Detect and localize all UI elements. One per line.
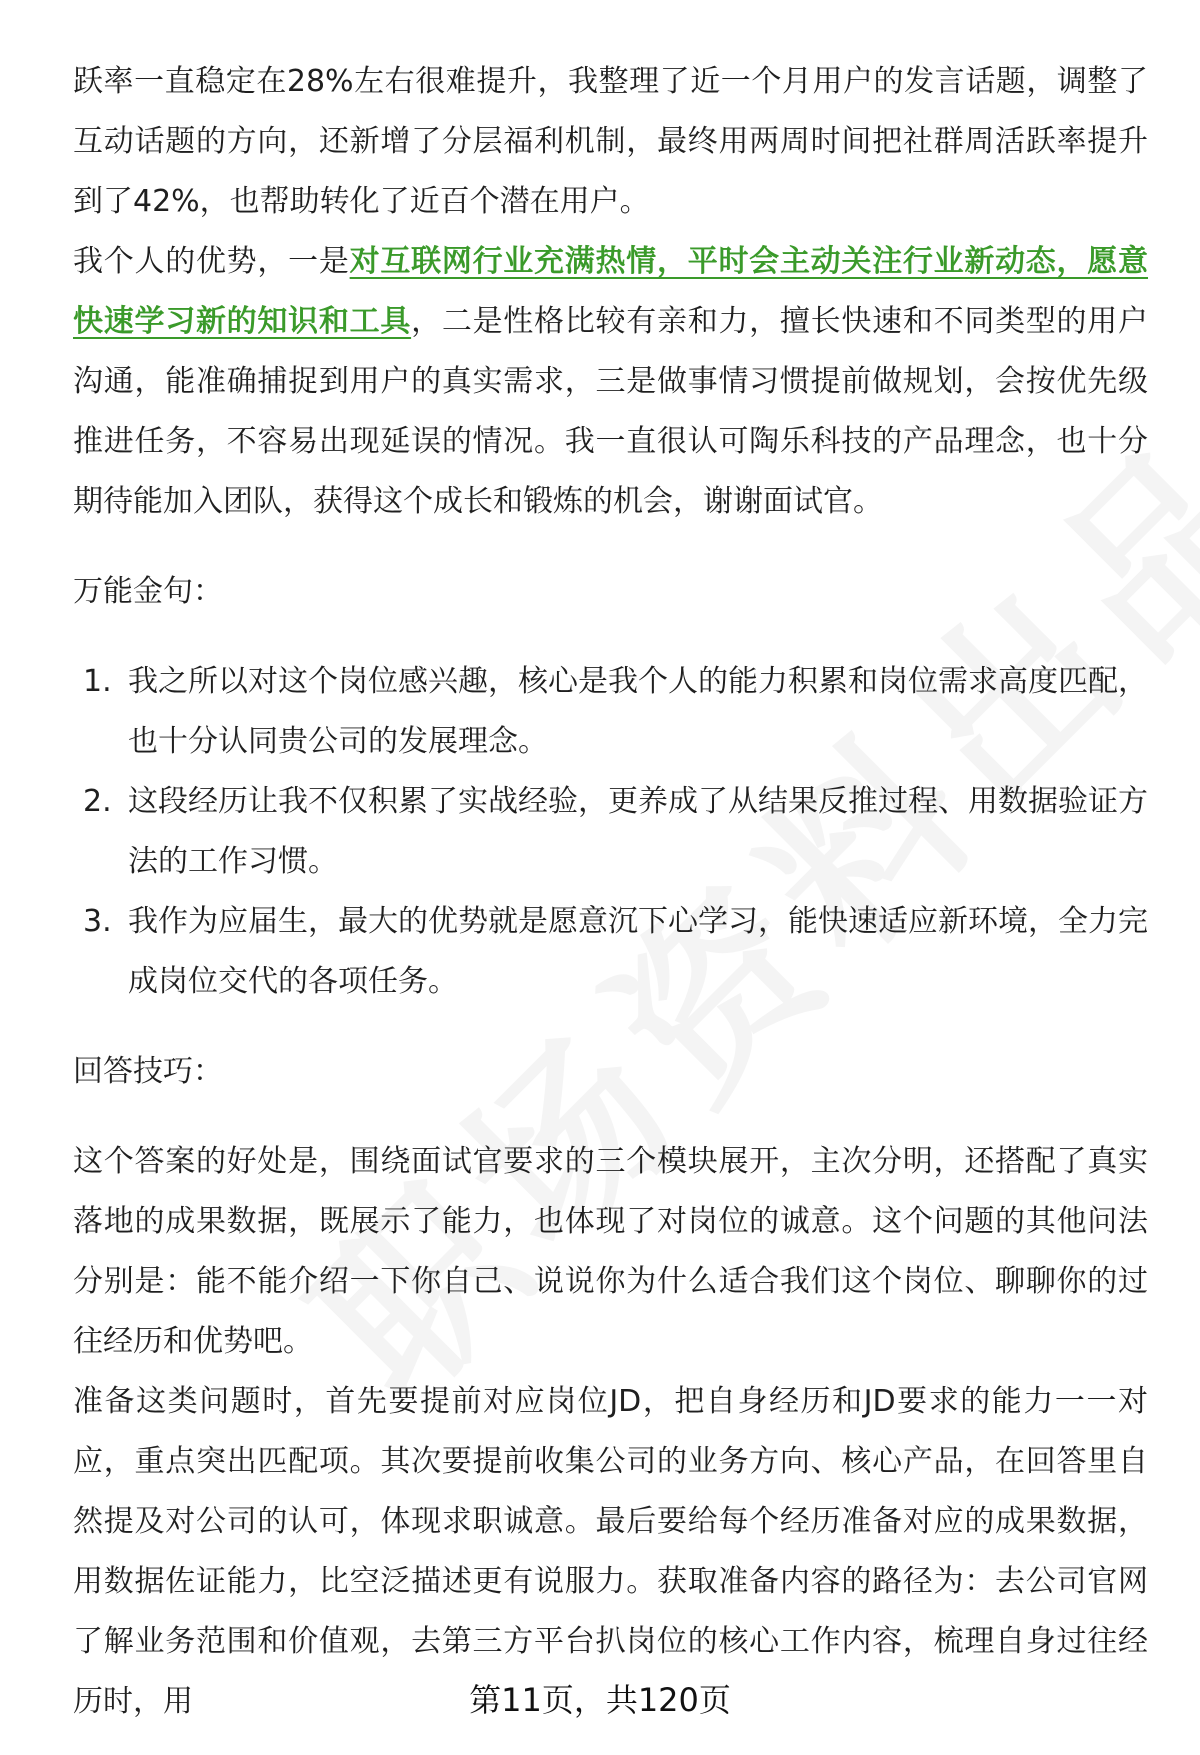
strengths-rest: ，二是性格比较有亲和力，擅长快速和不同类型的用户沟通，能准确捕捉到用户的真实需求，三是做事情习惯提前做规划，会按优先级推进任务，不容易出现延误的情况。我一直很认可陶乐科技的产品理念，也十分期待能加入团队，获得这个成长和锻炼的机会，谢谢面试官。: [73, 304, 1149, 519]
paragraph-strengths: [73, 232, 1148, 532]
list-item: [73, 652, 1148, 772]
list-item-text: 我之所以对这个岗位感兴趣，核心是我个人的能力积累和岗位需求高度匹配，也十分认同贵公司的发展理念。: [128, 664, 1148, 759]
section-heading-golden-sentences: 万能金句：: [73, 574, 223, 609]
page-number: 第11页，共120页: [469, 1681, 731, 1719]
section-heading-answer-tips: 回答技巧：: [73, 1054, 223, 1089]
list-item: [73, 892, 1148, 1012]
paragraph-tips-benefit: 这个答案的好处是，围绕面试官要求的三个模块展开，主次分明，还搭配了真实落地的成果数据，既展示了能力，也体现了对岗位的诚意。这个问题的其他问法分别是：能不能介绍一下你自己、说说你为什么适合我们这个岗位、聊聊你的过往经历和优势吧。: [73, 1144, 1148, 1359]
paragraph-result: 跃率一直稳定在28%左右很难提升，我整理了近一个月用户的发言话题，调整了互动话题的方向，还新增了分层福利机制，最终用两周时间把社群周活跃率提升到了42%，也帮助转化了近百个潜在用户。: [73, 64, 1148, 219]
list-item-text: 这段经历让我不仅积累了实战经验，更养成了从结果反推过程、用数据验证方法的工作习惯。: [128, 784, 1148, 879]
paragraph-tips-preparation: 准备这类问题时，首先要提前对应岗位JD，把自身经历和JD要求的能力一一对应，重点突出匹配项。其次要提前收集公司的业务方向、核心产品，在回答里自然提及对公司的认可，体现求职诚意。最后要给每个经历准备对应的成果数据，用数据佐证能力，比空泛描述更有说服力。获取准备内容的路径为：去公司官网了解业务范围和价值观，去第三方平台扒岗位的核心工作内容，梳理自身过往经历时，用: [73, 1384, 1148, 1719]
list-number: 2.: [83, 784, 112, 819]
document-body: [73, 52, 1148, 1732]
list-number: 1.: [83, 664, 112, 699]
list-number: 3.: [83, 904, 112, 939]
highlighted-strength: 对互联网行业充满热情，平时会主动关注行业新动态，愿意快速学习新的知识和工具: [73, 244, 1149, 339]
list-item: [73, 772, 1148, 892]
list-item-text: 我作为应届生，最大的优势就是愿意沉下心学习，能快速适应新环境，全力完成岗位交代的各项任务。: [128, 904, 1148, 999]
strengths-intro: 我个人的优势，一是: [73, 244, 350, 279]
golden-sentence-list: [73, 652, 1148, 1012]
